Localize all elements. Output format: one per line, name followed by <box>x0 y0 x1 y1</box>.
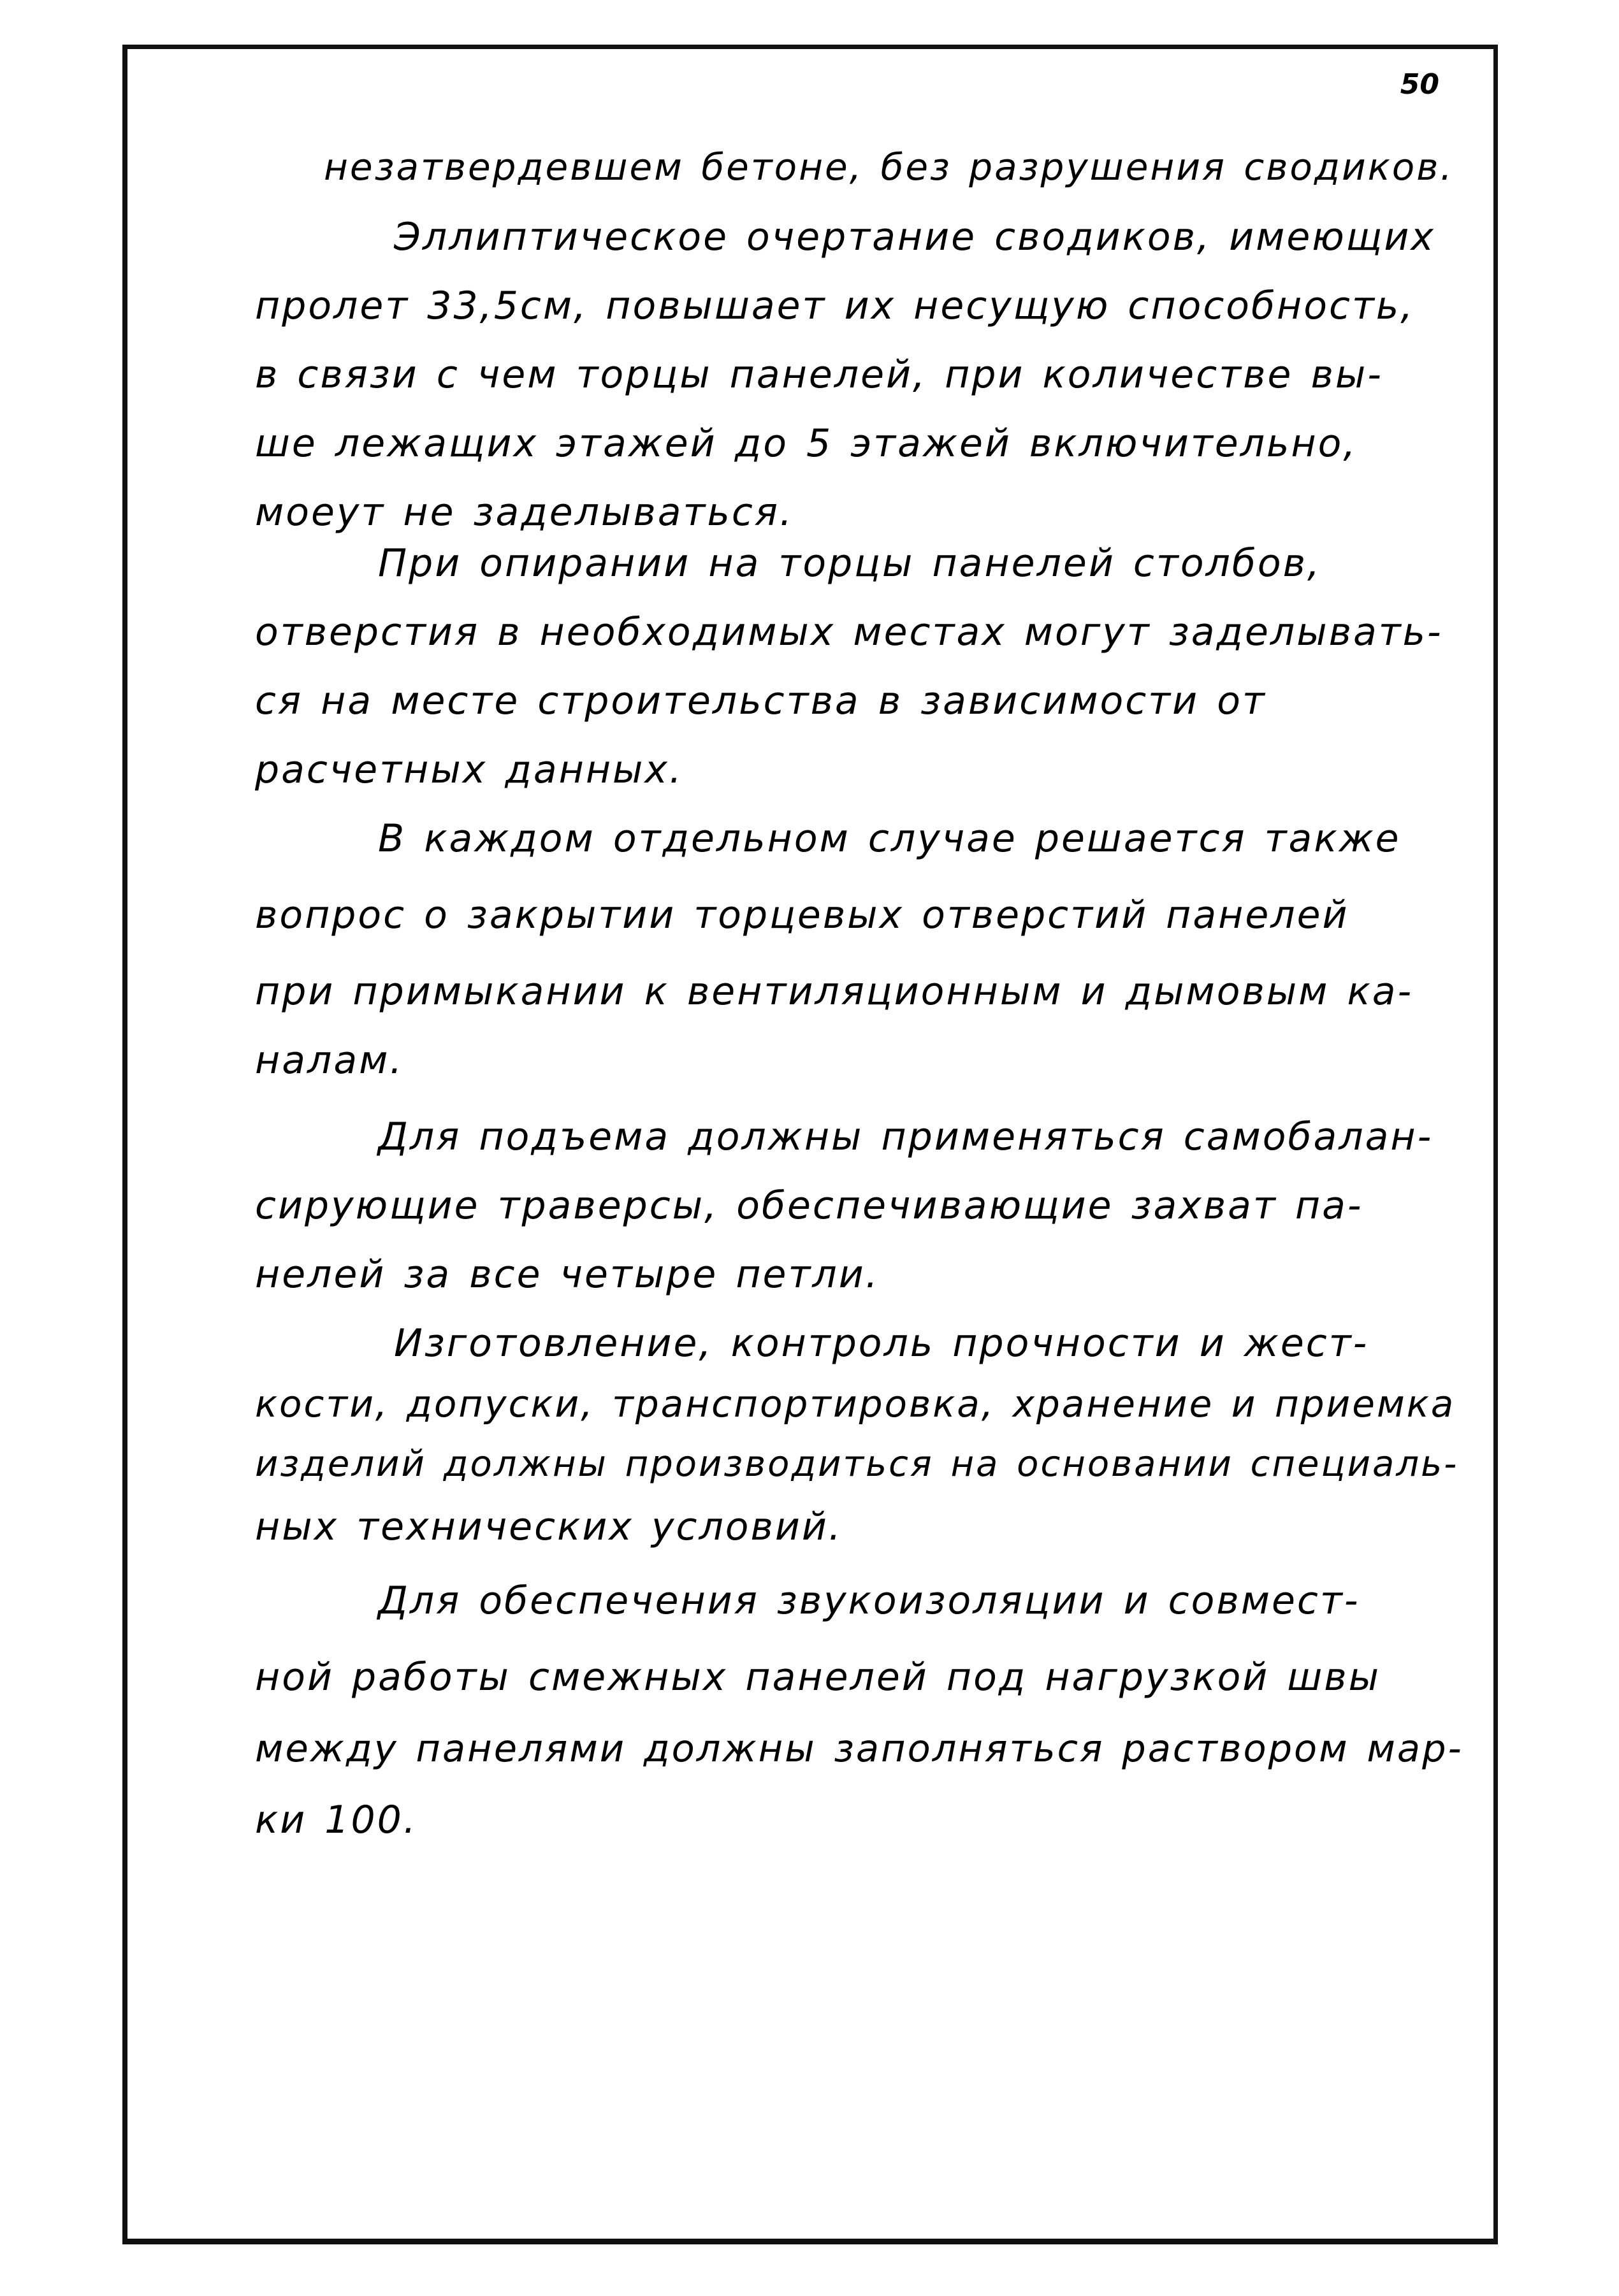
text-line: в связи с чем торцы панелей, при количестве вы- <box>255 352 1383 397</box>
text-line: отверстия в необходимых местах могут заделывать- <box>255 610 1443 654</box>
page-number: 50 <box>1400 68 1439 101</box>
text-line: вопрос о закрытии торцевых отверстий панелей <box>255 893 1349 937</box>
text-line: Эллиптическое очертание сводиков, имеющих <box>394 215 1435 259</box>
text-line: ся на месте строительства в зависимости от <box>255 679 1267 723</box>
text-line: ки 100. <box>255 1798 417 1842</box>
text-line: изделий должны производиться на основании специаль- <box>255 1443 1459 1485</box>
text-line: моеут не заделываться. <box>255 490 794 535</box>
text-line: расчетных данных. <box>255 747 683 792</box>
text-line: налам. <box>255 1038 404 1083</box>
text-line: между панелями должны заполняться раствором мар- <box>255 1726 1463 1770</box>
text-line: кости, допуски, транспортировка, хранение и приемка <box>255 1382 1456 1426</box>
text-line: ной работы смежных панелей под нагрузкой швы <box>255 1655 1381 1700</box>
text-line: При опирании на торцы панелей столбов, <box>378 541 1322 586</box>
text-line: нелей за все четыре петли. <box>255 1252 880 1297</box>
text-line: В каждом отдельном случае решается также <box>378 816 1401 861</box>
text-line: пролет 33,5см, повышает их несущую способность, <box>255 284 1415 328</box>
text-line: сирующие траверсы, обеспечивающие захват па- <box>255 1183 1363 1228</box>
text-line: незатвердевшем бетоне, без разрушения сводиков. <box>324 145 1454 189</box>
text-line: ных технических условий. <box>255 1505 843 1549</box>
text-line: при примыкании к вентиляционным и дымовым ка- <box>255 969 1414 1014</box>
text-line: Для обеспечения звукоизоляции и совмест- <box>378 1578 1360 1623</box>
text-line: Изготовление, контроль прочности и жест- <box>394 1321 1369 1366</box>
page-frame <box>122 45 1498 2244</box>
text-line: ше лежащих этажей до 5 этажей включительно, <box>255 421 1358 466</box>
text-line: Для подъема должны применяться самобалан- <box>378 1115 1434 1159</box>
